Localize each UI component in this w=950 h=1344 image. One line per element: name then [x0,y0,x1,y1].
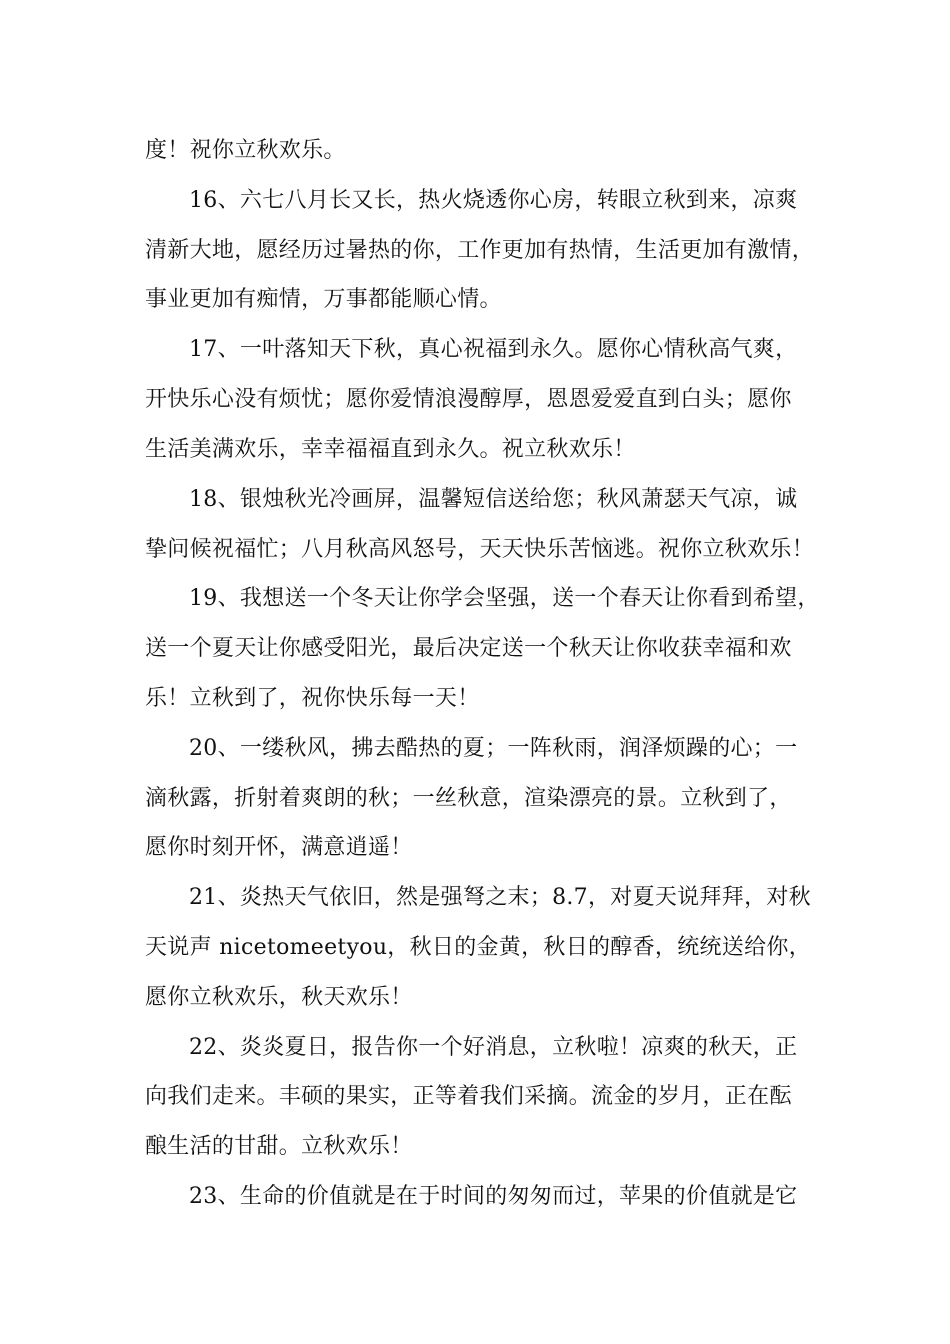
text-line: 滴秋露，折射着爽朗的秋；一丝秋意，渲染漂亮的景。立秋到了， [145,786,792,811]
paragraph-21-line-1: 21、炎热天气依旧，然是强弩之末；8.7，对夏天说拜拜，对秋 [189,885,811,910]
text-line: 送一个夏天让你感受阳光，最后决定送一个秋天让你收获幸福和欢 [145,636,792,661]
paragraph-19-line-1: 19、我想送一个冬天让你学会坚强，送一个春天让你看到希望， [189,586,820,611]
text-line: 开快乐心没有烦忧；愿你爱情浪漫醇厚，恩恩爱爱直到白头；愿你 [145,387,792,412]
text-line: 度！祝你立秋欢乐。 [145,138,346,163]
text-line: 乐！立秋到了，祝你快乐每一天！ [145,686,480,711]
text-line: 愿你时刻开怀，满意逍遥！ [145,835,413,860]
paragraph-17-line-1: 17、一叶落知天下秋，真心祝福到永久。愿你心情秋高气爽， [189,337,798,362]
paragraph-18-line-1: 18、银烛秋光冷画屏，温馨短信送给您；秋风萧瑟天气凉，诚 [189,487,798,512]
text-line: 向我们走来。丰硕的果实，正等着我们采摘。流金的岁月，正在酝 [145,1084,792,1109]
paragraph-23-line-1: 23、生命的价值就是在于时间的匆匆而过，苹果的价值就是它 [189,1184,798,1209]
text-line: 事业更加有痴情，万事都能顺心情。 [145,287,502,312]
text-line: 天说声 nicetomeetyou，秋日的金黄，秋日的醇香，统统送给你， [145,935,812,960]
text-line: 愿你立秋欢乐，秋天欢乐！ [145,985,413,1010]
text-line: 酿生活的甘甜。立秋欢乐！ [145,1134,413,1159]
paragraph-16-line-1: 16、六七八月长又长，热火烧透你心房，转眼立秋到来，凉爽 [189,188,798,213]
text-line: 生活美满欢乐，幸幸福福直到永久。祝立秋欢乐！ [145,437,636,462]
text-line: 挚问候祝福忙；八月秋高风怒号，天天快乐苦恼逃。祝你立秋欢乐！ [145,537,815,562]
text-line: 清新大地，愿经历过暑热的你，工作更加有热情，生活更加有激情， [145,238,815,263]
paragraph-20-line-1: 20、一缕秋风，拂去酷热的夏；一阵秋雨，润泽烦躁的心；一 [189,736,798,761]
paragraph-22-line-1: 22、炎炎夏日，报告你一个好消息，立秋啦！凉爽的秋天，正 [189,1035,798,1060]
